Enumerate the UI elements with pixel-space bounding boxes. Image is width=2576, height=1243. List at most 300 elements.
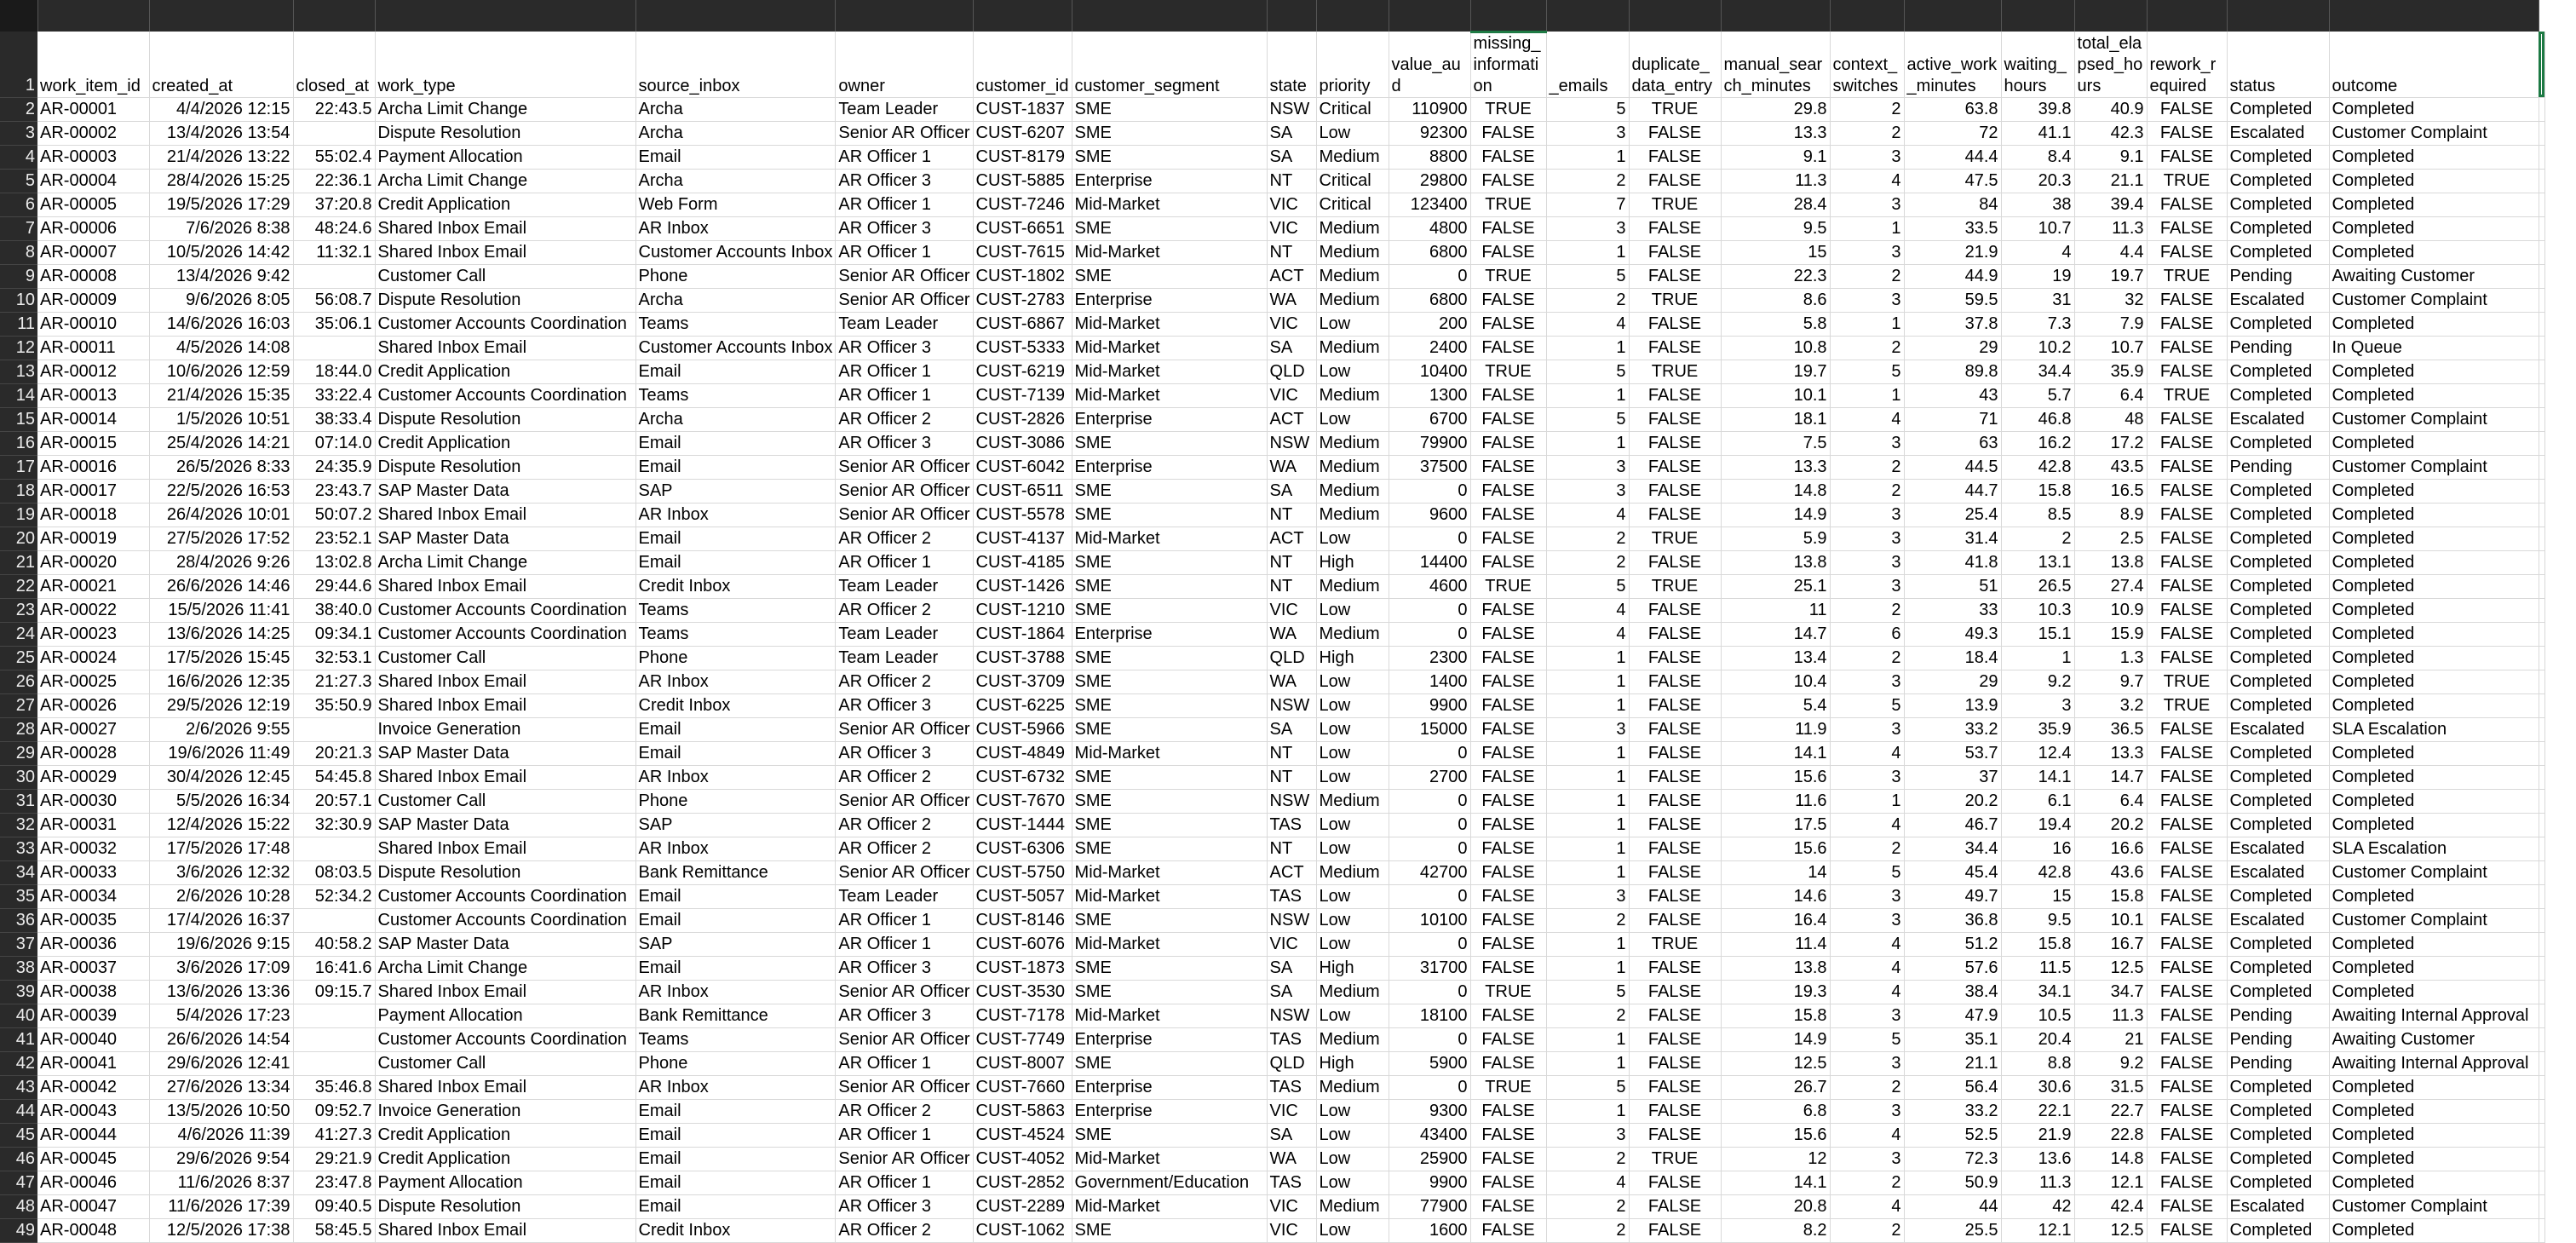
- grid-cell[interactable]: 1: [1546, 932, 1629, 956]
- grid-cell[interactable]: 1: [1546, 956, 1629, 980]
- grid-cell[interactable]: 30/4/2026 12:45: [149, 765, 293, 789]
- grid-cell[interactable]: 44.7: [1904, 479, 2001, 503]
- grid-cell[interactable]: FALSE: [2147, 431, 2227, 455]
- grid-cell[interactable]: Awaiting Internal Approval: [2329, 1051, 2539, 1075]
- grid-cell[interactable]: Medium: [1316, 980, 1389, 1004]
- grid-cell[interactable]: 19.7: [1721, 360, 1830, 383]
- grid-cell[interactable]: 4600: [1389, 574, 1470, 598]
- grid-cell[interactable]: FALSE: [1470, 145, 1546, 169]
- grid-cell[interactable]: 15.6: [1721, 837, 1830, 860]
- grid-cell[interactable]: 3: [1830, 717, 1904, 741]
- grid-cell[interactable]: FALSE: [1470, 1218, 1546, 1242]
- grid-cell[interactable]: Archa: [635, 288, 836, 312]
- grid-cell[interactable]: CUST-6867: [973, 312, 1072, 336]
- grid-cell[interactable]: AR Officer 1: [836, 550, 973, 574]
- empty-cell[interactable]: [2539, 407, 2544, 431]
- grid-cell[interactable]: Low: [1316, 908, 1389, 932]
- grid-cell[interactable]: 4: [1546, 598, 1629, 622]
- grid-cell[interactable]: 10400: [1389, 360, 1470, 383]
- row-header[interactable]: 28: [0, 717, 37, 741]
- grid-cell[interactable]: TRUE: [1629, 97, 1721, 121]
- grid-cell[interactable]: SME: [1072, 574, 1267, 598]
- empty-cell[interactable]: [2539, 1171, 2544, 1194]
- grid-cell[interactable]: Low: [1316, 1171, 1389, 1194]
- grid-cell[interactable]: VIC: [1267, 1099, 1316, 1123]
- grid-cell[interactable]: Medium: [1316, 574, 1389, 598]
- grid-cell[interactable]: Completed: [2227, 383, 2329, 407]
- grid-cell[interactable]: CUST-1837: [973, 97, 1072, 121]
- grid-cell[interactable]: AR Inbox: [635, 1075, 836, 1099]
- grid-cell[interactable]: AR-00040: [37, 1027, 149, 1051]
- grid-cell[interactable]: 31.5: [2074, 1075, 2147, 1099]
- column-header-e[interactable]: [635, 0, 836, 32]
- grid-cell[interactable]: Web Form: [635, 193, 836, 216]
- grid-cell[interactable]: 23:47.8: [293, 1171, 375, 1194]
- grid-cell[interactable]: 13/4/2026 13:54: [149, 121, 293, 145]
- grid-cell[interactable]: 10.3: [2001, 598, 2074, 622]
- grid-cell[interactable]: FALSE: [2147, 1027, 2227, 1051]
- grid-cell[interactable]: 3: [1830, 240, 1904, 264]
- grid-cell[interactable]: AR-00011: [37, 336, 149, 360]
- grid-cell[interactable]: FALSE: [2147, 622, 2227, 646]
- grid-cell[interactable]: 2/6/2026 10:28: [149, 884, 293, 908]
- grid-cell[interactable]: CUST-7749: [973, 1027, 1072, 1051]
- grid-cell[interactable]: FALSE: [1629, 1004, 1721, 1027]
- grid-cell[interactable]: CUST-7670: [973, 789, 1072, 813]
- grid-cell[interactable]: FALSE: [1629, 1051, 1721, 1075]
- grid-cell[interactable]: Customer Accounts Inbox: [635, 336, 836, 360]
- grid-cell[interactable]: Credit Inbox: [635, 1218, 836, 1242]
- grid-cell[interactable]: 12.5: [1721, 1051, 1830, 1075]
- header-cell[interactable]: rework_required: [2147, 32, 2227, 97]
- grid-cell[interactable]: 42.3: [2074, 121, 2147, 145]
- grid-cell[interactable]: 2400: [1389, 336, 1470, 360]
- grid-cell[interactable]: 12/4/2026 15:22: [149, 813, 293, 837]
- column-header-k[interactable]: [1389, 0, 1470, 32]
- grid-cell[interactable]: AR-00047: [37, 1194, 149, 1218]
- grid-cell[interactable]: FALSE: [2147, 646, 2227, 670]
- grid-cell[interactable]: 3/6/2026 17:09: [149, 956, 293, 980]
- grid-cell[interactable]: 36.8: [1904, 908, 2001, 932]
- grid-cell[interactable]: 3: [2001, 693, 2074, 717]
- grid-cell[interactable]: Customer Call: [375, 1051, 635, 1075]
- grid-cell[interactable]: 8800: [1389, 145, 1470, 169]
- grid-cell[interactable]: CUST-6042: [973, 455, 1072, 479]
- grid-cell[interactable]: Completed: [2329, 550, 2539, 574]
- grid-cell[interactable]: 33:22.4: [293, 383, 375, 407]
- grid-cell[interactable]: 8.2: [1721, 1218, 1830, 1242]
- grid-cell[interactable]: Credit Application: [375, 431, 635, 455]
- grid-cell[interactable]: AR-00004: [37, 169, 149, 193]
- grid-cell[interactable]: Pending: [2227, 264, 2329, 288]
- grid-cell[interactable]: Dispute Resolution: [375, 121, 635, 145]
- grid-cell[interactable]: 5/4/2026 17:23: [149, 1004, 293, 1027]
- row-header[interactable]: 17: [0, 455, 37, 479]
- grid-cell[interactable]: 10.9: [2074, 598, 2147, 622]
- grid-cell[interactable]: Enterprise: [1072, 1027, 1267, 1051]
- grid-cell[interactable]: 3: [1830, 884, 1904, 908]
- grid-cell[interactable]: TRUE: [1629, 193, 1721, 216]
- grid-cell[interactable]: CUST-1802: [973, 264, 1072, 288]
- grid-cell[interactable]: AR-00024: [37, 646, 149, 670]
- grid-cell[interactable]: Senior AR Officer: [836, 789, 973, 813]
- grid-cell[interactable]: 13.8: [2074, 550, 2147, 574]
- grid-cell[interactable]: Senior AR Officer: [836, 479, 973, 503]
- empty-cell[interactable]: [2539, 312, 2544, 336]
- grid-cell[interactable]: AR-00031: [37, 813, 149, 837]
- grid-cell[interactable]: Critical: [1316, 97, 1389, 121]
- grid-cell[interactable]: Completed: [2329, 980, 2539, 1004]
- grid-cell[interactable]: Low: [1316, 884, 1389, 908]
- grid-cell[interactable]: 50:07.2: [293, 503, 375, 527]
- grid-cell[interactable]: Low: [1316, 813, 1389, 837]
- grid-cell[interactable]: 10.7: [2074, 336, 2147, 360]
- grid-cell[interactable]: FALSE: [1629, 550, 1721, 574]
- grid-cell[interactable]: 58:45.5: [293, 1218, 375, 1242]
- grid-cell[interactable]: AR-00022: [37, 598, 149, 622]
- grid-cell[interactable]: FALSE: [1629, 431, 1721, 455]
- grid-cell[interactable]: AR-00019: [37, 527, 149, 550]
- grid-cell[interactable]: 19/6/2026 11:49: [149, 741, 293, 765]
- grid-cell[interactable]: 2: [1546, 1004, 1629, 1027]
- grid-cell[interactable]: Completed: [2329, 383, 2539, 407]
- grid-cell[interactable]: Senior AR Officer: [836, 455, 973, 479]
- grid-cell[interactable]: 13/4/2026 9:42: [149, 264, 293, 288]
- header-cell[interactable]: manual_search_minutes: [1721, 32, 1830, 97]
- grid-cell[interactable]: FALSE: [2147, 1004, 2227, 1027]
- grid-cell[interactable]: 72: [1904, 121, 2001, 145]
- header-cell[interactable]: created_at: [149, 32, 293, 97]
- grid-cell[interactable]: 15.1: [2001, 622, 2074, 646]
- grid-cell[interactable]: FALSE: [1629, 1027, 1721, 1051]
- grid-cell[interactable]: AR Inbox: [635, 503, 836, 527]
- grid-cell[interactable]: Email: [635, 956, 836, 980]
- grid-cell[interactable]: 42: [2001, 1194, 2074, 1218]
- grid-cell[interactable]: 19.4: [2001, 813, 2074, 837]
- grid-cell[interactable]: Completed: [2329, 765, 2539, 789]
- grid-cell[interactable]: 4: [2001, 240, 2074, 264]
- grid-cell[interactable]: 10.5: [2001, 1004, 2074, 1027]
- grid-cell[interactable]: 21/4/2026 15:35: [149, 383, 293, 407]
- grid-cell[interactable]: NSW: [1267, 693, 1316, 717]
- grid-cell[interactable]: VIC: [1267, 598, 1316, 622]
- grid-cell[interactable]: 24:35.9: [293, 455, 375, 479]
- grid-cell[interactable]: 4/5/2026 14:08: [149, 336, 293, 360]
- grid-cell[interactable]: 38:33.4: [293, 407, 375, 431]
- grid-cell[interactable]: 52.5: [1904, 1123, 2001, 1147]
- empty-cell[interactable]: [2539, 598, 2544, 622]
- grid-cell[interactable]: 9600: [1389, 503, 1470, 527]
- grid-cell[interactable]: 10/6/2026 12:59: [149, 360, 293, 383]
- row-header[interactable]: 6: [0, 193, 37, 216]
- grid-cell[interactable]: Dispute Resolution: [375, 455, 635, 479]
- grid-cell[interactable]: FALSE: [2147, 240, 2227, 264]
- grid-cell[interactable]: 4: [1830, 956, 1904, 980]
- grid-cell[interactable]: Completed: [2329, 503, 2539, 527]
- grid-cell[interactable]: [293, 1051, 375, 1075]
- grid-cell[interactable]: Completed: [2329, 1075, 2539, 1099]
- grid-cell[interactable]: 9.5: [2001, 908, 2074, 932]
- grid-cell[interactable]: SA: [1267, 145, 1316, 169]
- grid-cell[interactable]: NSW: [1267, 97, 1316, 121]
- grid-cell[interactable]: CUST-3788: [973, 646, 1072, 670]
- grid-cell[interactable]: 15.8: [1721, 1004, 1830, 1027]
- grid-cell[interactable]: TAS: [1267, 1027, 1316, 1051]
- grid-cell[interactable]: 29/6/2026 12:41: [149, 1051, 293, 1075]
- grid-cell[interactable]: 4: [1830, 407, 1904, 431]
- grid-cell[interactable]: AR Officer 2: [836, 813, 973, 837]
- grid-cell[interactable]: CUST-7246: [973, 193, 1072, 216]
- grid-cell[interactable]: Payment Allocation: [375, 1004, 635, 1027]
- grid-cell[interactable]: 43400: [1389, 1123, 1470, 1147]
- grid-cell[interactable]: FALSE: [2147, 1075, 2227, 1099]
- grid-cell[interactable]: 42.8: [2001, 860, 2074, 884]
- grid-cell[interactable]: 5: [1546, 574, 1629, 598]
- grid-cell[interactable]: 12.5: [2074, 956, 2147, 980]
- grid-cell[interactable]: 4800: [1389, 216, 1470, 240]
- grid-cell[interactable]: SAP Master Data: [375, 479, 635, 503]
- grid-cell[interactable]: 33.2: [1904, 1099, 2001, 1123]
- grid-cell[interactable]: 08:03.5: [293, 860, 375, 884]
- grid-cell[interactable]: 3: [1830, 527, 1904, 550]
- grid-cell[interactable]: CUST-7660: [973, 1075, 1072, 1099]
- grid-cell[interactable]: 2: [1830, 1218, 1904, 1242]
- grid-cell[interactable]: CUST-8179: [973, 145, 1072, 169]
- grid-cell[interactable]: Team Leader: [836, 574, 973, 598]
- grid-cell[interactable]: 42.4: [2074, 1194, 2147, 1218]
- grid-cell[interactable]: Escalated: [2227, 1194, 2329, 1218]
- grid-cell[interactable]: SME: [1072, 145, 1267, 169]
- grid-cell[interactable]: 37.8: [1904, 312, 2001, 336]
- grid-cell[interactable]: Completed: [2329, 598, 2539, 622]
- grid-cell[interactable]: 31700: [1389, 956, 1470, 980]
- grid-cell[interactable]: Mid-Market: [1072, 1004, 1267, 1027]
- grid-cell[interactable]: Escalated: [2227, 837, 2329, 860]
- grid-cell[interactable]: FALSE: [2147, 956, 2227, 980]
- empty-cell[interactable]: [2539, 1075, 2544, 1099]
- grid-cell[interactable]: FALSE: [1470, 717, 1546, 741]
- grid-cell[interactable]: Customer Complaint: [2329, 288, 2539, 312]
- grid-cell[interactable]: 43: [1904, 383, 2001, 407]
- grid-cell[interactable]: Senior AR Officer: [836, 121, 973, 145]
- grid-cell[interactable]: FALSE: [1470, 646, 1546, 670]
- grid-cell[interactable]: 15: [1721, 240, 1830, 264]
- grid-cell[interactable]: AR-00025: [37, 670, 149, 693]
- grid-cell[interactable]: 22:36.1: [293, 169, 375, 193]
- grid-cell[interactable]: Senior AR Officer: [836, 1147, 973, 1171]
- grid-cell[interactable]: AR-00013: [37, 383, 149, 407]
- grid-cell[interactable]: Customer Accounts Coordination: [375, 312, 635, 336]
- grid-cell[interactable]: 41:27.3: [293, 1123, 375, 1147]
- grid-cell[interactable]: Enterprise: [1072, 288, 1267, 312]
- grid-cell[interactable]: 3.2: [2074, 693, 2147, 717]
- grid-cell[interactable]: SME: [1072, 717, 1267, 741]
- grid-cell[interactable]: 4: [1546, 622, 1629, 646]
- grid-cell[interactable]: AR Inbox: [635, 980, 836, 1004]
- grid-cell[interactable]: CUST-2826: [973, 407, 1072, 431]
- row-header[interactable]: 35: [0, 884, 37, 908]
- grid-cell[interactable]: FALSE: [1629, 1218, 1721, 1242]
- grid-cell[interactable]: Bank Remittance: [635, 860, 836, 884]
- grid-cell[interactable]: SAP Master Data: [375, 741, 635, 765]
- row-header[interactable]: 9: [0, 264, 37, 288]
- grid-cell[interactable]: FALSE: [2147, 288, 2227, 312]
- grid-cell[interactable]: Team Leader: [836, 884, 973, 908]
- grid-cell[interactable]: 1: [1830, 216, 1904, 240]
- grid-cell[interactable]: TRUE: [1470, 193, 1546, 216]
- grid-cell[interactable]: 37500: [1389, 455, 1470, 479]
- grid-cell[interactable]: ACT: [1267, 264, 1316, 288]
- row-header[interactable]: 8: [0, 240, 37, 264]
- grid-cell[interactable]: 53.7: [1904, 741, 2001, 765]
- empty-cell[interactable]: [2539, 765, 2544, 789]
- grid-cell[interactable]: 2: [1830, 264, 1904, 288]
- grid-cell[interactable]: 3: [1546, 455, 1629, 479]
- grid-cell[interactable]: WA: [1267, 288, 1316, 312]
- grid-cell[interactable]: CUST-1873: [973, 956, 1072, 980]
- grid-cell[interactable]: [293, 1004, 375, 1027]
- grid-cell[interactable]: Completed: [2227, 1218, 2329, 1242]
- grid-cell[interactable]: 46.7: [1904, 813, 2001, 837]
- grid-cell[interactable]: 14.6: [1721, 884, 1830, 908]
- grid-cell[interactable]: 1: [1546, 646, 1629, 670]
- grid-cell[interactable]: 14.9: [1721, 503, 1830, 527]
- grid-cell[interactable]: 2: [1830, 1075, 1904, 1099]
- grid-cell[interactable]: Credit Application: [375, 360, 635, 383]
- grid-cell[interactable]: 17/5/2026 15:45: [149, 646, 293, 670]
- grid-cell[interactable]: Medium: [1316, 789, 1389, 813]
- grid-cell[interactable]: Completed: [2329, 789, 2539, 813]
- grid-cell[interactable]: FALSE: [2147, 884, 2227, 908]
- grid-cell[interactable]: 5: [1830, 360, 1904, 383]
- grid-cell[interactable]: CUST-4849: [973, 741, 1072, 765]
- grid-cell[interactable]: 4: [1830, 932, 1904, 956]
- grid-cell[interactable]: WA: [1267, 455, 1316, 479]
- grid-cell[interactable]: 4: [1830, 741, 1904, 765]
- row-header[interactable]: 34: [0, 860, 37, 884]
- grid-cell[interactable]: 0: [1389, 980, 1470, 1004]
- grid-cell[interactable]: 6.4: [2074, 383, 2147, 407]
- grid-cell[interactable]: 20.2: [1904, 789, 2001, 813]
- grid-cell[interactable]: SME: [1072, 693, 1267, 717]
- grid-cell[interactable]: Completed: [2227, 240, 2329, 264]
- grid-cell[interactable]: 29/5/2026 12:19: [149, 693, 293, 717]
- header-cell[interactable]: duplicate_data_entry: [1629, 32, 1721, 97]
- grid-cell[interactable]: 9900: [1389, 693, 1470, 717]
- grid-cell[interactable]: Archa: [635, 169, 836, 193]
- grid-cell[interactable]: Completed: [2329, 574, 2539, 598]
- grid-cell[interactable]: 200: [1389, 312, 1470, 336]
- grid-cell[interactable]: [293, 1027, 375, 1051]
- grid-cell[interactable]: FALSE: [2147, 527, 2227, 550]
- empty-cell[interactable]: [2539, 455, 2544, 479]
- grid-cell[interactable]: CUST-5578: [973, 503, 1072, 527]
- grid-cell[interactable]: Teams: [635, 622, 836, 646]
- grid-cell[interactable]: AR-00048: [37, 1218, 149, 1242]
- grid-cell[interactable]: Government/Education: [1072, 1171, 1267, 1194]
- grid-cell[interactable]: ACT: [1267, 407, 1316, 431]
- empty-cell[interactable]: [2539, 264, 2544, 288]
- grid-cell[interactable]: 23:52.1: [293, 527, 375, 550]
- grid-cell[interactable]: CUST-6732: [973, 765, 1072, 789]
- grid-cell[interactable]: 1: [1546, 1099, 1629, 1123]
- grid-cell[interactable]: Mid-Market: [1072, 860, 1267, 884]
- grid-cell[interactable]: FALSE: [1629, 264, 1721, 288]
- grid-cell[interactable]: FALSE: [2147, 121, 2227, 145]
- grid-cell[interactable]: Completed: [2329, 1218, 2539, 1242]
- empty-cell[interactable]: [2539, 360, 2544, 383]
- grid-cell[interactable]: FALSE: [2147, 503, 2227, 527]
- grid-cell[interactable]: 1400: [1389, 670, 1470, 693]
- row-header[interactable]: 23: [0, 598, 37, 622]
- grid-cell[interactable]: AR-00014: [37, 407, 149, 431]
- row-header[interactable]: 20: [0, 527, 37, 550]
- grid-cell[interactable]: SA: [1267, 956, 1316, 980]
- grid-cell[interactable]: 34.7: [2074, 980, 2147, 1004]
- grid-cell[interactable]: 13.8: [1721, 550, 1830, 574]
- grid-cell[interactable]: ACT: [1267, 860, 1316, 884]
- grid-cell[interactable]: 12: [1721, 1147, 1830, 1171]
- grid-cell[interactable]: 15.6: [1721, 1123, 1830, 1147]
- grid-cell[interactable]: 10.1: [2074, 908, 2147, 932]
- column-header-i[interactable]: [1267, 0, 1316, 32]
- grid-cell[interactable]: 16/6/2026 12:35: [149, 670, 293, 693]
- grid-cell[interactable]: FALSE: [2147, 1051, 2227, 1075]
- empty-cell[interactable]: [2539, 193, 2544, 216]
- grid-cell[interactable]: Completed: [2227, 598, 2329, 622]
- grid-cell[interactable]: 1: [1546, 789, 1629, 813]
- grid-cell[interactable]: CUST-2852: [973, 1171, 1072, 1194]
- column-header-a[interactable]: [37, 0, 149, 32]
- grid-cell[interactable]: SME: [1072, 598, 1267, 622]
- grid-cell[interactable]: FALSE: [1470, 598, 1546, 622]
- grid-cell[interactable]: 18.4: [1904, 646, 2001, 670]
- grid-cell[interactable]: FALSE: [1470, 765, 1546, 789]
- grid-cell[interactable]: Completed: [2227, 741, 2329, 765]
- grid-cell[interactable]: 89.8: [1904, 360, 2001, 383]
- grid-cell[interactable]: Team Leader: [836, 312, 973, 336]
- grid-cell[interactable]: 35:50.9: [293, 693, 375, 717]
- grid-cell[interactable]: 2: [1830, 479, 1904, 503]
- grid-cell[interactable]: VIC: [1267, 1194, 1316, 1218]
- grid-cell[interactable]: CUST-7139: [973, 383, 1072, 407]
- grid-cell[interactable]: 6800: [1389, 288, 1470, 312]
- grid-cell[interactable]: AR-00016: [37, 455, 149, 479]
- grid-cell[interactable]: 14400: [1389, 550, 1470, 574]
- grid-cell[interactable]: 22.3: [1721, 264, 1830, 288]
- grid-cell[interactable]: Pending: [2227, 1051, 2329, 1075]
- grid-cell[interactable]: Escalated: [2227, 860, 2329, 884]
- grid-cell[interactable]: VIC: [1267, 312, 1316, 336]
- grid-cell[interactable]: 20.3: [2001, 169, 2074, 193]
- grid-cell[interactable]: Customer Accounts Inbox: [635, 240, 836, 264]
- empty-cell[interactable]: [2539, 145, 2544, 169]
- grid-cell[interactable]: In Queue: [2329, 336, 2539, 360]
- grid-cell[interactable]: Mid-Market: [1072, 312, 1267, 336]
- grid-cell[interactable]: 38.4: [1904, 980, 2001, 1004]
- grid-cell[interactable]: 16.5: [2074, 479, 2147, 503]
- row-header[interactable]: 47: [0, 1171, 37, 1194]
- grid-cell[interactable]: 32: [2074, 288, 2147, 312]
- row-header[interactable]: 26: [0, 670, 37, 693]
- grid-cell[interactable]: FALSE: [2147, 550, 2227, 574]
- grid-cell[interactable]: SME: [1072, 646, 1267, 670]
- empty-cell[interactable]: [2539, 97, 2544, 121]
- grid-cell[interactable]: Completed: [2329, 169, 2539, 193]
- grid-cell[interactable]: NSW: [1267, 908, 1316, 932]
- grid-cell[interactable]: 5.8: [1721, 312, 1830, 336]
- empty-cell[interactable]: [2539, 383, 2544, 407]
